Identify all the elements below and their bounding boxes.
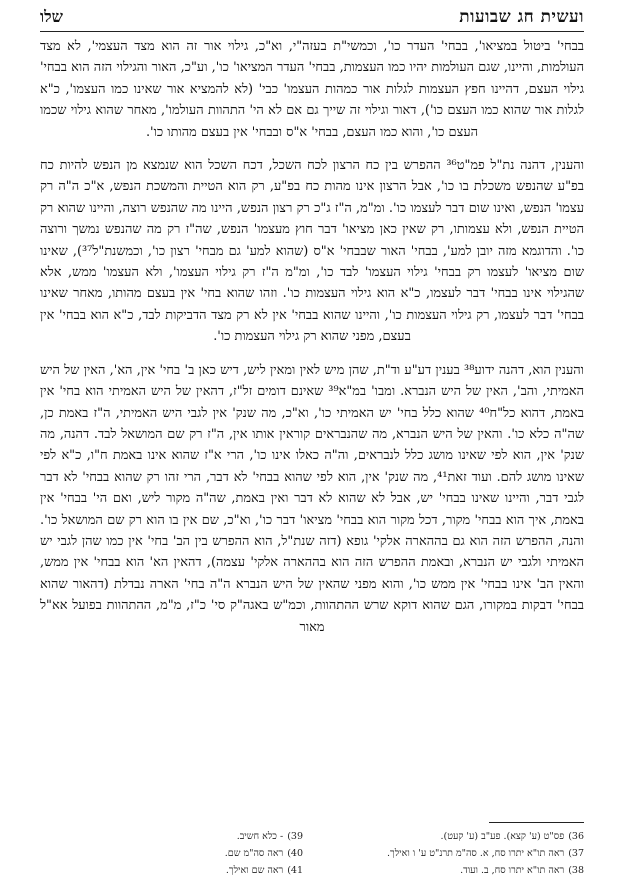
footnote <box>40 828 303 845</box>
footnote-number: 41) <box>287 865 303 876</box>
header-divider <box>40 31 584 32</box>
footnote-number: 37) <box>568 848 584 859</box>
page-number: שלו <box>40 7 63 26</box>
footnote-text: ראה תו"א יתרו סח, ב. ועוד. <box>460 865 565 876</box>
footnote-divider <box>489 822 584 823</box>
running-header <box>40 4 584 30</box>
footnote-column-left <box>40 828 303 880</box>
footnote-number: 36) <box>568 831 584 842</box>
page-title: ועשית חג שבועות <box>459 7 584 27</box>
footnote-text: ראה שם ואילך. <box>225 865 284 876</box>
footnote-column-right <box>321 828 584 880</box>
footnote <box>321 828 584 845</box>
paragraph: והענין הוא, דהנה ידוע³⁸ בענין דע"ע וד"ת, שהן מיש לאין ומאין ליש, דיש כאן ב' בחי' אין, הא', האין של היש האמיתי, והב', האין של היש הנברא. ומבו' במ"א³⁹ שאינם דומים זל"ז, דהאין של היש האמיתי הוא בחי' אין באמת, דהוא כל"ח⁴⁰ שהוא כלל בחי' יש האמיתי כו', וא"כ, מה שנק' אין לגבי היש האמיתי, ה"ז באמת כן, שה"ה כלא כו'. והאין של היש הנברא, מה שהנבראים קוראין אותו אין, ה"ז רק שם המושאל לבד. דהנה, מה שנק' אין, הוא לפי שאינו מושג כלל לנבראים, וה"ה כאלו אינו כו', הרי א"ז שהוא אינו באמת ח"ו, כ"א לפי שאינו מושג להם. ועוד זאת⁴¹, מה שנק' אין, הוא לפי שהוא בבחי' לא דבר, הרי זהו רק שהוא בבחי' לא דבר לגבי דבר, והיינו שאינו בבחי' יש, אבל לא שהוא לא דבר ואין באמת, שה"ה מקור ליש, ואם הי' בבחי' אין באמת, איך הוא בבחי' מקור, דכל מקור הוא בבחי' מציאו' דבר כו', וא"כ, שם אין בו הוא רק שם המושאל כו'. והנה, ההפרש הזה הוא גם בההארה אלקי' גופא (דזה שנת"ל, הוא ההפרש בין הב' בחי' אין כמו שהן לגבי יש האמיתי ולגבי יש הנברא, ובאמת ההפרש הזה הוא בההארה אלקי' עצמה), דהאין הא' הוא בבחי' אין ממש, והאין הב' אינו בבחי' אין ממש כו', והוא מפני שהאין של היש הנברא ה"ה בחי' הארה נבדלת (דהאור שהוא בבחי' דבקות במקורו, הגם שהוא דוקא שרש ההתהוות, וכמ"ש באגה"ק סי' כ"ז, מ"מ, ההתהוות בפועל אא"ל מאור <box>40 362 585 635</box>
footnote <box>40 845 303 862</box>
footnote <box>321 845 584 862</box>
footnote-text: ראה סה"מ שם. <box>224 848 284 859</box>
footnote-number: 40) <box>287 848 303 859</box>
footnote <box>40 862 303 879</box>
main-text <box>40 36 584 650</box>
paragraph: והענין, דהנה נת"ל פמ"ט³⁶ ההפרש בין כח הרצון לכח השכל, דכח השכל הוא שנמצא מן הנפש להיות כח בפ"ע שהנפש משכלת בו כו', אבל הרצון אינו מהות כח בפ"ע, רק הוא הטיית והמשכת הנפש, א"כ ה"ה רק עצמו' הנפש, ואינו שום דבר לעצמו כו'. ומ"מ, ה"ז ג"כ רק רצון הנפש, היינו מה שהנפש רוצה, והיינו שהוא רק הטיית הנפש, ולא עצמותו, רק שאין כאן מציאו' דבר חוץ מעצמו' הנפש, שה"ז רק מה שהנפש נמשך ורוצה כו'. והדוגמא מזה יובן למע', בבחי' האור שבבחי' א"ס (שהוא למע' גם מבחי' רצון כו', וכמשנת"ל³⁷), שאינו שום מציאו' לעצמו רק בבחי' גילוי העצמו' לבד כו', ומ"מ ה"ז רק גילוי העצמו', ולא העצמו' ממש, אלא שהגילוי אינו בבחי' דבר לעצמו, כ"א הוא גילוי העצמות כו'. וזהו שהוא בחי' אין בעצם מהותו, מאחר שאינו בבחי' דבר לעצמו, רק גילוי העצמות כו', והיינו שהוא בבחי' אין לא רק מצד הדביקות לבד, כ"א הוא בבחי' אין בעצם, מפני שהוא רק גילוי העצמות כו'. <box>40 158 584 345</box>
paragraph: בבחי' ביטול במציאו', בבחי' העדר כו', וכמשי"ת בעזה"י, וא"כ, גילוי אור זה הוא מצד העצמי', לא מצד העולמות, והיינו, שגם העולמות יהיו כמו העצמות, בבחי' העדר המציאו' כו', וע"כ, האור והגילוי הזה הוא בבחי' גילוי העצם, דהיינו חפץ העצמות לגלות אור כמהות העצמו' כבי' (לא להמציא אור שאינו כמו העצמו', כ"א לגלות אור שהוא כמו העצם כו'), דאור וגילוי זה שייך גם אם לא הי' התהוות העולמו', מאחר שהוא גילוי שכמו העצם כו', והוא כמו העצם, בבחי' א"ס ובבחי' אין בעצם מהותו כו'. <box>40 39 584 140</box>
footnote-text: פס"ט (ע' קצא). פע"ב (ע' קעט). <box>440 831 565 842</box>
footnote <box>321 862 584 879</box>
footnote-text: ראה תו"א יתרו סח, א. סה"מ תרנ"ט ע' ו ואילך. <box>387 848 565 859</box>
footnote-number: 39) <box>287 831 303 842</box>
footnote-text: - כלא חשיב. <box>236 831 284 842</box>
footnote-number: 38) <box>568 865 584 876</box>
footnotes <box>40 828 584 880</box>
